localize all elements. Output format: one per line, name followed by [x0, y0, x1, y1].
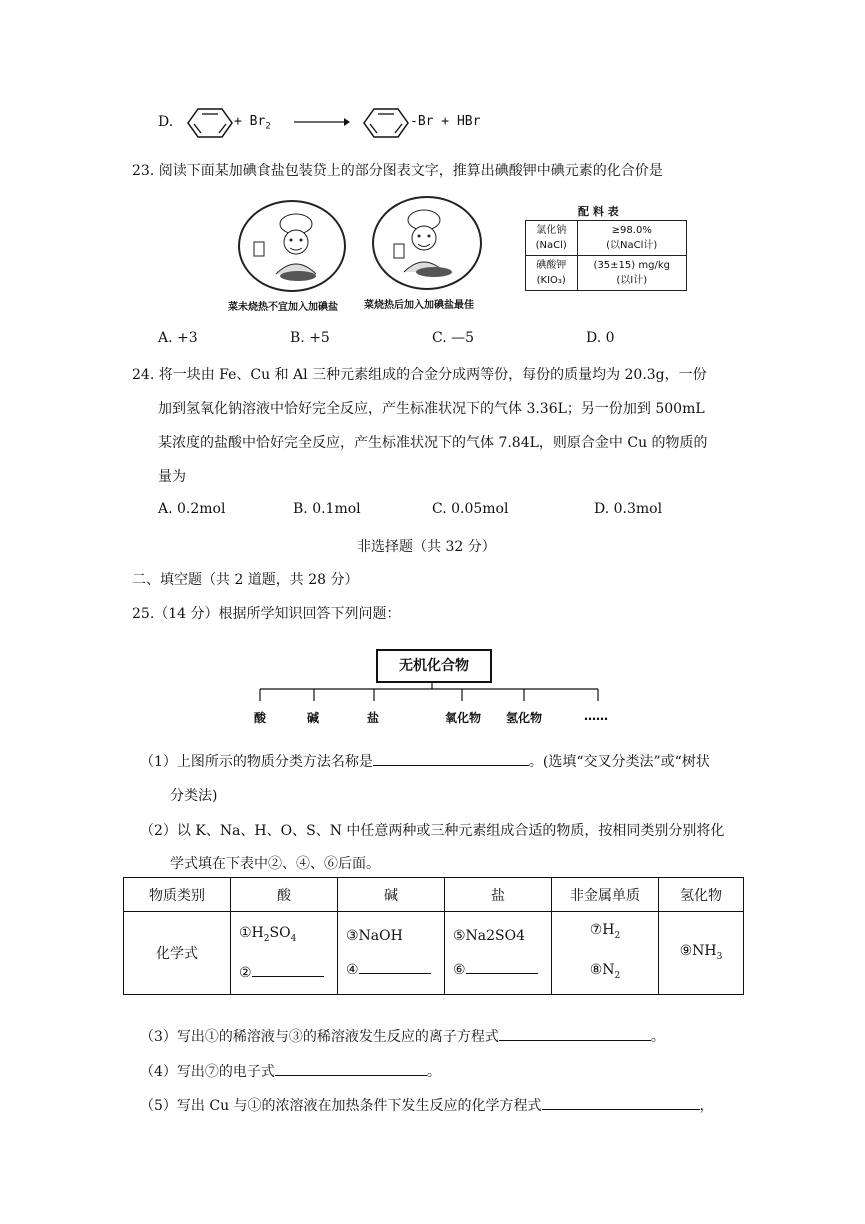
benzene-ring-icon — [182, 106, 238, 140]
chef-icon — [240, 202, 344, 290]
q24-line-4: 量为 — [158, 469, 186, 485]
table-header: 物质类别 — [124, 878, 231, 912]
chef-illustration-2 — [372, 196, 482, 290]
q24-line-2: 加到氢氧化钠溶液中恰好完全反应，产生标准状况下的气体 3.36L；另一份加到 500mL — [158, 401, 705, 417]
chef-illustration-1 — [238, 200, 346, 292]
table-cell: (35±15) mg/kg (以I计) — [577, 256, 687, 291]
answer-blank[interactable] — [373, 751, 529, 766]
benzene-ring-icon — [358, 106, 414, 140]
ingredient-table — [525, 220, 687, 291]
table-row — [124, 912, 744, 995]
q24-option-d: D. 0.3mol — [594, 501, 663, 517]
caption-2: 菜烧热后加入加碘盐最佳 — [364, 300, 474, 311]
table-row — [526, 221, 687, 256]
nonchoice-heading: 非选择题（共 32 分） — [357, 539, 496, 555]
base-cell: ③NaOH ④ — [338, 912, 445, 995]
tree-item-base: 碱 — [307, 711, 320, 725]
q25-part-1: （1）上图所示的物质分类方法名称是 。(选填“交叉分类法”或“树状 — [140, 751, 710, 771]
q24-line-1: 24. 将一块由 Fe、Cu 和 Al 三种元素组成的合金分成两等份，每份的质量均为 20.3g，一份 — [132, 367, 707, 383]
row-label: 化学式 — [124, 912, 231, 995]
answer-blank[interactable] — [542, 1095, 700, 1110]
table-cell: ≥98.0% (以NaCl计) — [577, 221, 687, 256]
chef-icon — [374, 198, 480, 288]
tree-root: 无机化合物 — [376, 649, 492, 683]
q24-option-b: B. 0.1mol — [293, 501, 361, 517]
tree-item-oxide: 氧化物 — [445, 711, 482, 725]
fill-in-heading: 二、填空题（共 2 道题，共 28 分） — [132, 572, 359, 588]
answer-blank[interactable] — [359, 959, 431, 974]
q25-part-1-cont: 分类法) — [170, 788, 218, 804]
tree-lines — [240, 645, 620, 725]
q23-option-c: C. —5 — [432, 330, 475, 346]
table-header-row — [124, 878, 744, 912]
answer-blank[interactable] — [466, 959, 538, 974]
q25-stem: 25.（14 分）根据所学知识回答下列问题： — [132, 606, 401, 622]
classification-table — [123, 877, 744, 995]
table-row — [526, 256, 687, 291]
answer-blank[interactable] — [275, 1061, 427, 1076]
caption-1: 菜未烧热不宜加入加碘盐 — [228, 302, 338, 313]
q25-part-2: （2）以 K、Na、H、O、S、N 中任意两种或三种元素组成合适的物质，按相同类别分别将化 — [140, 823, 725, 839]
table-header: 非金属单质 — [552, 878, 659, 912]
q25-part-2-cont: 学式填在下表中②、④、⑥后面。 — [170, 856, 380, 872]
tree-item-etc: …… — [584, 709, 608, 723]
ingredient-table-title: 配 料 表 — [578, 205, 619, 218]
table-header: 氢化物 — [659, 878, 744, 912]
nonmetal-cell: $⑦H_2$ $⑧N_2$ — [552, 912, 659, 995]
hydride-cell: $⑨NH_3$ — [659, 912, 744, 995]
answer-blank[interactable] — [499, 1026, 651, 1041]
q23-option-a: A. +3 — [158, 330, 198, 346]
acid-cell: $①H_2SO_4$ ② — [231, 912, 338, 995]
q24-option-c: C. 0.05mol — [432, 501, 509, 517]
product-text: -Br + HBr — [410, 114, 481, 129]
table-cell: 氯化钠 (NaCl) — [526, 221, 578, 256]
tree-item-hydride: 氢化物 — [506, 711, 543, 725]
q24-line-3: 某浓度的盐酸中恰好完全反应，产生标准状况下的气体 7.84L，则原合金中 Cu 的物质的 — [158, 435, 708, 451]
tree-item-acid: 酸 — [254, 711, 267, 725]
tree-item-salt: 盐 — [367, 711, 380, 725]
classification-tree — [240, 645, 620, 725]
table-header: 碱 — [338, 878, 445, 912]
q24-option-a: A. 0.2mol — [158, 501, 226, 517]
br2-reactant: + $Br_2$ — [234, 114, 271, 132]
answer-blank[interactable] — [252, 962, 324, 977]
reaction-arrow-icon — [292, 116, 350, 128]
q23-stem: 23. 阅读下面某加碘食盐包装贷上的部分图表文字，推算出碘酸钾中碘元素的化合价是 — [132, 163, 663, 179]
table-header: 盐 — [445, 878, 552, 912]
q23-option-b: B. +5 — [290, 330, 330, 346]
q23-option-d: D. 0 — [586, 330, 615, 346]
q25-part-5: （5）写出 Cu 与①的浓溶液在加热条件下发生反应的化学方程式 ， — [140, 1095, 714, 1115]
salt-cell: ⑤Na2SO4 ⑥ — [445, 912, 552, 995]
table-header: 酸 — [231, 878, 338, 912]
table-cell: 碘酸钾 (KIO₃) — [526, 256, 578, 291]
q25-part-4: （4）写出⑦的电子式 。 — [140, 1061, 441, 1081]
q25-part-3: （3）写出①的稀溶液与③的稀溶液发生反应的离子方程式 。 — [140, 1026, 665, 1046]
option-d-label: D. — [158, 114, 174, 130]
